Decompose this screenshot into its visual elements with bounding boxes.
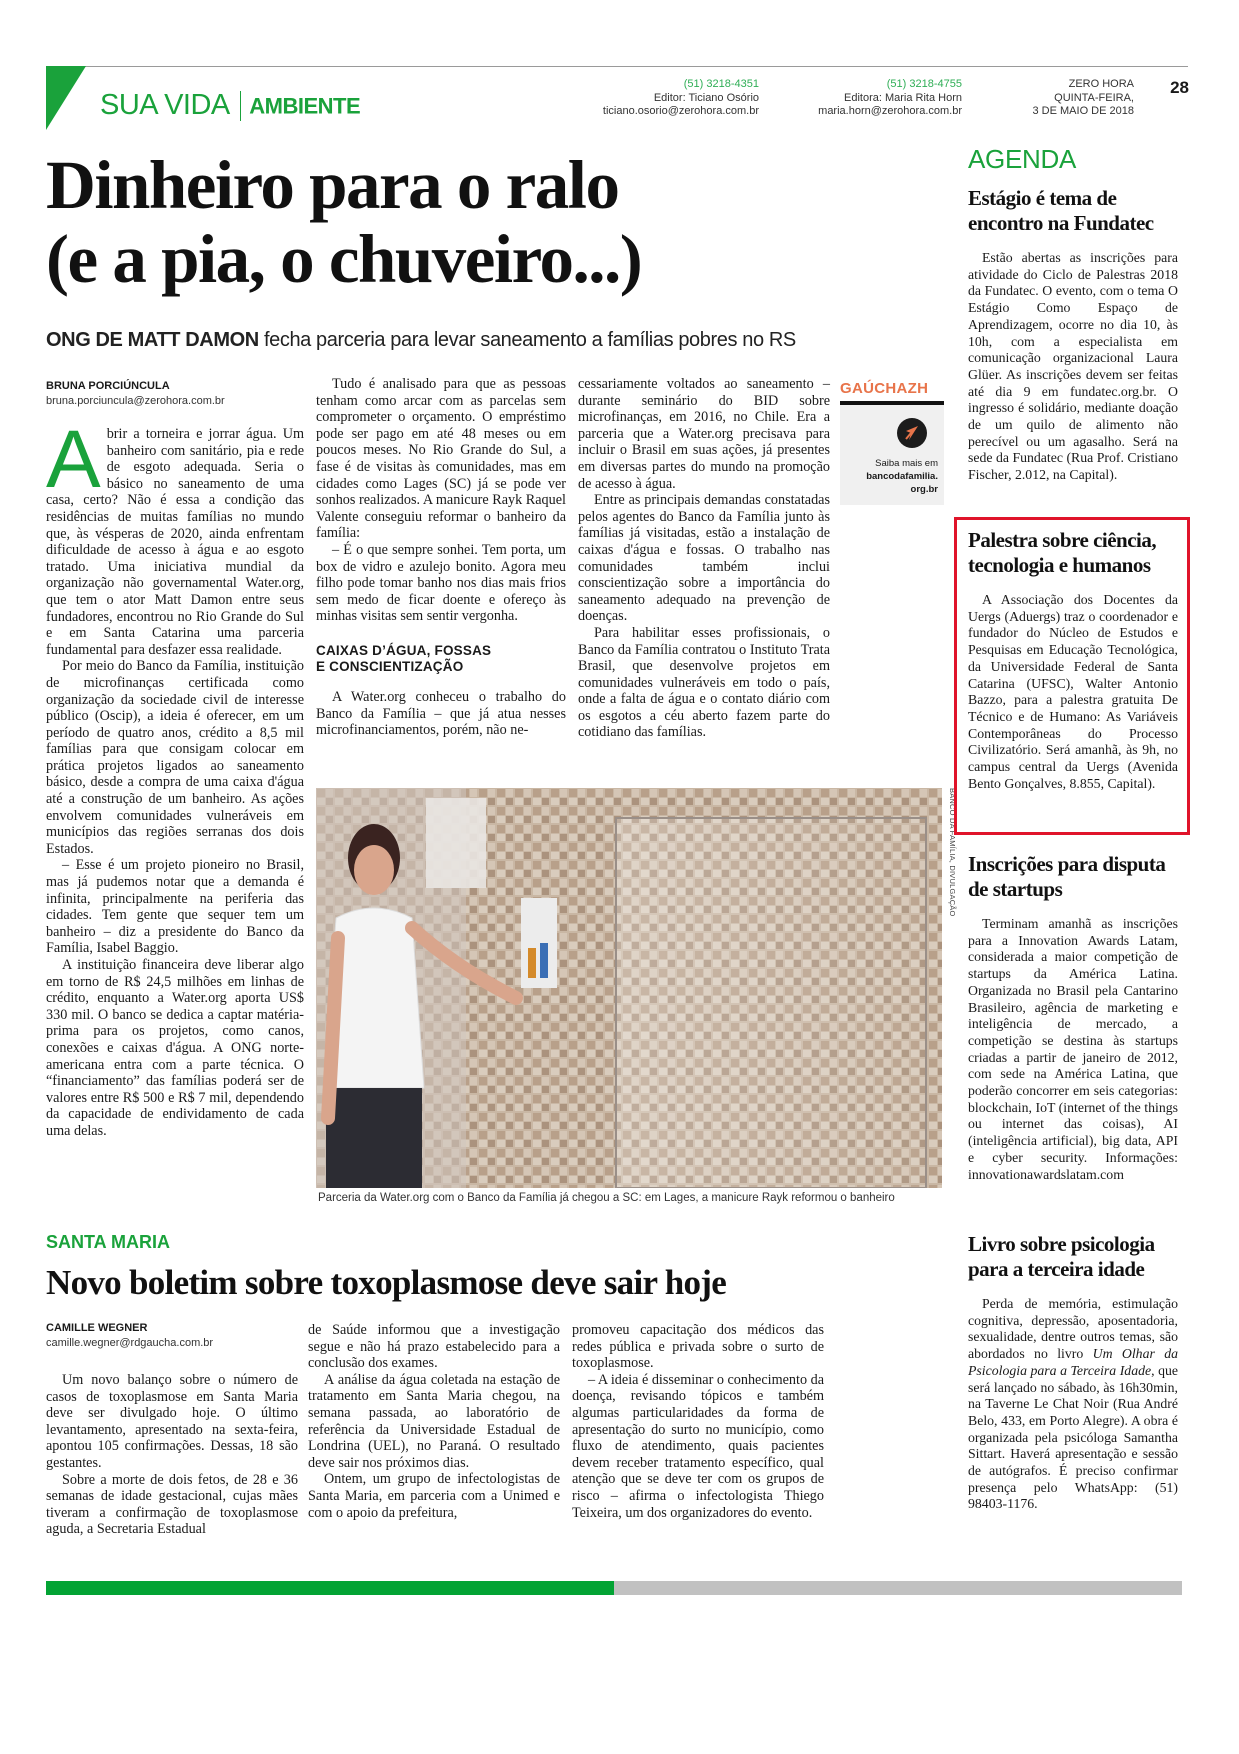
- edition-weekday: QUINTA-FEIRA,: [1054, 91, 1134, 104]
- author-email[interactable]: camille.wegner@rdgaucha.com.br: [46, 1337, 214, 1349]
- section-name: SUA VIDA: [100, 89, 230, 121]
- paragraph: brir a torneira e jorrar água. Um banheiro com sanitário, pia e rede de esgoto adequada. Seria o básico no saneamento de uma casa, certo? Não é essa a condição das residências de muitas famílias no mundo que, às vésperas de 2020, ainda enfrentam dificuldade de acesso à água e ao esgoto tratado. Uma iniciativa mundial da organização não governamental Water.org, que tem o ator Matt Damon entre seus fundadores, encontrou no Rio Grande do Sul e em Santa Catarina uma parceria fundamental para desfazer essa realidade.: [46, 426, 304, 658]
- paragraph: A análise da água coletada na estação de tratamento em Santa Maria chegou, na semana passada, ao laboratório de referência da Universidade Estadual de Londrina (UEL), no Paraná. O resultado deve sair nos próximos dias.: [308, 1371, 560, 1471]
- gauchazh-ad[interactable]: [840, 380, 944, 505]
- photo-credit: BANCO DA FAMÍLIA, DIVULGAÇÃO: [948, 788, 957, 917]
- article-column-2: [316, 376, 566, 739]
- header-rule: [60, 66, 1188, 67]
- santa-maria-column-2: [308, 1322, 560, 1521]
- page-number: 28: [1170, 78, 1189, 97]
- arrow-cursor-icon: [896, 417, 928, 449]
- edition-info: [1033, 78, 1135, 119]
- agenda-item-text: [968, 1296, 1178, 1513]
- paragraph: A Water.org conheceu o trabalho do Banco da Família – que já atua nesses microfinanciamentos, porém, não ne-: [316, 688, 566, 739]
- agenda-item: [968, 528, 1178, 792]
- main-headline: [46, 148, 641, 296]
- contact-block-1: [603, 78, 759, 119]
- agenda-item-title: Inscrições para disputa de startups: [968, 852, 1166, 901]
- contact-editor: Editor: Ticiano Osório: [653, 91, 759, 104]
- ad-link[interactable]: bancodafamilia.: [866, 471, 938, 482]
- paragraph: – A ideia é disseminar o conhecimento da doença, revisando tópicos e também algumas particularidades da forma de apresentação do surto no município, como fluxo de atendimento, quais pacientes devem receber tratamento específico, qual atenção que se deve ter com os grupos de risco – afirma o infectologista Thiego Teixeira, um dos organizadores do evento.: [572, 1371, 824, 1521]
- contact-phone: (51) 3218-4351: [683, 78, 759, 90]
- santa-maria-headline: Novo boletim sobre toxoplasmose deve sair hoje: [46, 1263, 727, 1302]
- agenda-item-text: [968, 592, 1178, 792]
- agenda-item-text: [968, 916, 1178, 1183]
- contact-block-2: [818, 78, 962, 119]
- ad-body: [840, 405, 944, 505]
- footer-bar-green: [46, 1581, 614, 1595]
- subheading-line-2: E CONSCIENTIZAÇÃO: [316, 658, 464, 674]
- deck: [46, 329, 796, 352]
- paragraph: cessariamente voltados ao saneamento – durante seminário do BID sobre microfinanças, em 2016, no Chile. Era a parceria que a Water.org precisava para incluir o Brasil em suas ações, já presentes em diversas partes do mundo na promoção de acesso à água.: [578, 376, 830, 492]
- author-email[interactable]: bruna.porciuncula@zerohora.com.br: [46, 395, 225, 407]
- contact-email[interactable]: maria.horn@zerohora.com.br: [818, 105, 962, 117]
- byline: [46, 1322, 296, 1349]
- ad-link[interactable]: org.br: [910, 484, 938, 495]
- paragraph: A instituição financeira deve liberar algo em torno de R$ 24,5 milhões em linhas de crédito, enquanto a Water.org aporta US$ 330 mil. O banco se dedica a captar matéria-prima para os projetos, como canos, conexões e caixas d'água. A ONG norte-americana entra com a parte técnica. O “financiamento” das famílias poderá ser de valores entre R$ 500 e R$ 7 mil, dependendo da capacidade de endividamento de cada uma delas.: [46, 957, 304, 1139]
- section-corner-triangle: [46, 66, 86, 130]
- paragraph: promoveu capacitação dos médicos das redes pública e privada sobre o surto de toxoplasmose.: [572, 1322, 824, 1372]
- agenda-item: [968, 186, 1178, 484]
- author-name: BRUNA PORCIÚNCULA: [46, 380, 170, 392]
- gauchazh-logo: GAÚCHAZH: [840, 380, 929, 397]
- santa-maria-label: SANTA MARIA: [46, 1232, 170, 1252]
- paragraph: Um novo balanço sobre o número de casos de toxoplasmose em Santa Maria deve ser divulgado hoje. O último levantamento, apresentado na sexta-feira, apontou 105 confirmações. Dessas, 18 são gestantes.: [46, 1372, 298, 1471]
- paragraph: Ontem, um grupo de infectologistas de Santa Maria, em parceria com a Unimed e com o apoio da prefeitura,: [308, 1471, 560, 1521]
- deck-bold: ONG DE MATT DAMON: [46, 329, 259, 351]
- paragraph: Estão abertas as inscrições para atividade do Ciclo de Palestras 2018 da Fundatec. O evento, com o tema O Estágio Como Espaço de Aprendizagem, ocorre no dia 10, às 10h, com a especialista em comunicação organizacional Laura Glüer. As inscrições devem ser feitas até dia 9 em fundatec.org.br. O ingresso é solidário, mediante doação de um quilo de alimento não perecível ou um agasalho. Será na sede da Fundatec (Rua Prof. Cristiano Fischer, 2.012, na Capital).: [968, 250, 1178, 483]
- paper-name: ZERO HORA: [1068, 78, 1134, 90]
- photo-caption: Parceria da Water.org com o Banco da Família já chegou a SC: em Lages, a manicure Rayk reformou o banheiro: [318, 1192, 895, 1204]
- text: Perda de memória, estimulação cognitiva, depressão, aposentadoria, sexualidade, dentre outros temas, são abordados no livro: [968, 1296, 1178, 1362]
- book-title: Um Olhar da Psicologia para a Terceira Idade: [968, 1346, 1178, 1378]
- subheading-line-1: CAIXAS D’ÁGUA, FOSSAS: [316, 642, 492, 658]
- headline-line-1: Dinheiro para o ralo: [46, 147, 619, 223]
- paragraph: Entre as principais demandas constatadas pelos agentes do Banco da Família junto às famílias já visitadas, estão a instalação de caixas d'água e fossas. O trabalho nas comunidades também inclui conscientização sobre a importância do saneamento adequado na prevenção de doenças.: [578, 492, 830, 625]
- subsection-name: AMBIENTE: [249, 93, 361, 119]
- bathroom-photo: [316, 788, 942, 1188]
- contact-editor: Editora: Maria Rita Horn: [844, 91, 962, 104]
- article-photo: [316, 788, 942, 1188]
- dropcap: A: [46, 414, 101, 505]
- footer-bar-gray: [614, 1581, 1182, 1595]
- headline-line-2: (e a pia, o chuveiro...): [46, 221, 642, 297]
- agenda-title: AGENDA: [968, 144, 1077, 174]
- subheading: [316, 643, 566, 675]
- agenda-item-title: Estágio é tema de encontro na Fundatec: [968, 186, 1154, 235]
- section-label: [100, 89, 360, 122]
- byline: [46, 380, 304, 407]
- author-name: CAMILLE WEGNER: [46, 1322, 148, 1334]
- paragraph: Por meio do Banco da Família, instituição de microfinanças certificada como organização da sociedade civil de interesse público (Oscip), a ideia é oferecer, em um período de quatro anos, crédito a 8,5 mil famílias para que consigam colocar em prática projetos ligados ao saneamento básico, desde a compra de uma caixa d'água até a construção de um banheiro. As ações envolvem comunidades vulneráveis em municípios das regiões serranas dos dois Estados.: [46, 658, 304, 857]
- agenda-item-title: Livro sobre psicologia para a terceira idade: [968, 1232, 1155, 1281]
- paragraph: – Esse é um projeto pioneiro no Brasil, mas já pudemos notar que a demanda é infinita, principalmente na periferia das cidades. Tem gente que sequer tem um banheiro – diz a presidente do Banco da Família, Isabel Baggio.: [46, 857, 304, 957]
- paragraph: de Saúde informou que a investigação segue e não há prazo estabelecido para a conclusão dos exames.: [308, 1322, 560, 1372]
- agenda-item: [968, 852, 1178, 1183]
- article-column-3: [578, 376, 830, 741]
- paragraph: Tudo é analisado para que as pessoas tenham como arcar com as parcelas sem comprometer o orçamento. O empréstimo pode ser pago em até 48 meses ou em poucos meses. No Rio Grande do Sul, a fase é de visitas às comunidades, mas em cidades como Lages (SC) já se pode ver sonhos realizados. A manicure Rayk Raquel Valente conseguiu reformar o banheiro da família:: [316, 376, 566, 542]
- paragraph: Sobre a morte de dois fetos, de 28 e 36 semanas de idade gestacional, cujas mães tiveram a confirmação de toxoplasmose aguda, a Secretaria Estadual: [46, 1471, 298, 1538]
- agenda-item-title: Palestra sobre ciência, tecnologia e humanos: [968, 528, 1157, 577]
- paragraph: Para habilitar esses profissionais, o Banco da Família contratou o Instituto Trata Brasil, que desenvolve projetos em comunidades vulneráveis em todo o país, onde a falta de água e o contato diário com os esgotos a céu aberto fazem parte do cotidiano das famílias.: [578, 624, 830, 741]
- edition-date: 3 DE MAIO DE 2018: [1032, 105, 1134, 117]
- santa-maria-column-1: [46, 1372, 298, 1538]
- section-divider: [240, 91, 242, 121]
- contact-phone: (51) 3218-4755: [886, 78, 962, 90]
- paragraph: – É o que sempre sonhei. Tem porta, um box de vidro e azulejo bonito. Agora meu filho pode tomar banho nos dias mais frios sem medo de ficar doente e ofereço às minhas visitas sem sentir vergonha.: [316, 541, 566, 625]
- article-column-1: [46, 414, 304, 1140]
- paragraph: [968, 1296, 1178, 1513]
- text: , que será lançado no sábado, às 16h30min, na Taverne Le Chat Noir (Rua André Belo, 433, em Porto Alegre). A obra é organizada pela psicóloga Samantha Sittart. Haverá apresentação e sessão de autógrafos. É preciso confirmar presença pelo WhatsApp: (51) 98403-1176.: [968, 1362, 1178, 1512]
- deck-rest: fecha parceria para levar saneamento a famílias pobres no RS: [258, 329, 796, 351]
- agenda-item: [968, 1232, 1178, 1513]
- paragraph: Terminam amanhã as inscrições para a Innovation Awards Latam, considerada a maior competição de startups da América Latina. Organizada no Brasil pela Cantarino Brasileiro, agência de marketing e inteligência de mercado, a competição se destina às startups criadas a partir de janeiro de 2012, com sede na América Latina, que poderão concorrer em seis categorias: blockchain, IoT (internet of the things ou internet das coisas), AI (inteligência artificial), big data, API e cyber security. Informações: innovationawardslatam.com: [968, 916, 1178, 1182]
- contact-email[interactable]: ticiano.osorio@zerohora.com.br: [602, 105, 759, 117]
- paragraph: A Associação dos Docentes da Uergs (Aduergs) traz o coordenador e fundador do Núcleo de Estudos e Pesquisas em Educação Tecnológica, da Universidade Federal de Santa Catarina (UFSC), Walter Antonio Bazzo, para a palestra gratuita De Técnico e de Humano: As Variáveis Contemporâneas do Processo Civilizatório. Será amanhã, às 9h, no campus central da Uergs (Avenida Bento Gonçalves, 8.855, Capital).: [968, 592, 1178, 791]
- ad-text: Saiba mais em: [875, 458, 938, 469]
- agenda-item-text: [968, 250, 1178, 484]
- santa-maria-column-3: [572, 1322, 824, 1521]
